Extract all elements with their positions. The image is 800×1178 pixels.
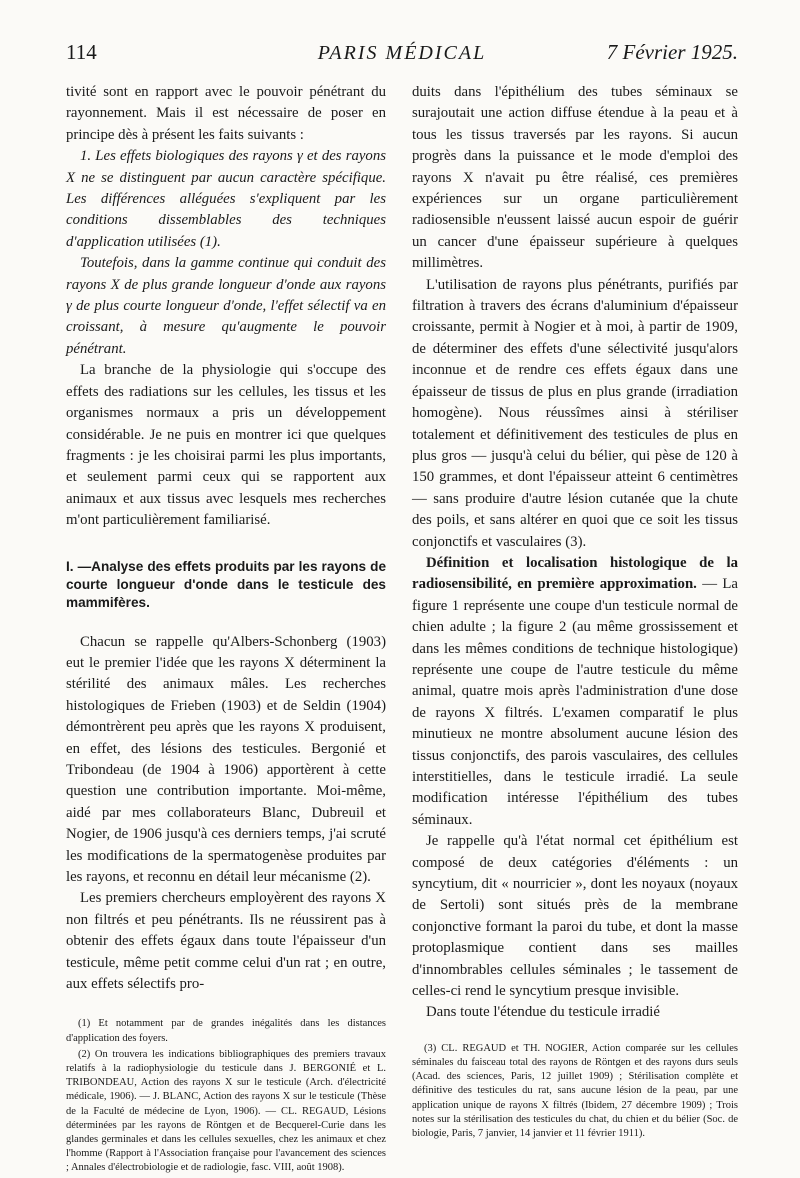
paragraph: duits dans l'épithélium des tubes séminaux se surajoutait une action diffuse étendue à la peau et à tous les tissus traversés par les rayons. Si aucun progrès dans la puissance et le mode d'emploi des rayons X n'avait pu être réalisé, ces premières expériences sur un organe particulièrement radiosensible n'eussent laissé aucun espoir de guérir un cancer d'une épaisseur supérieure à quelques millimètres. <box>412 84 738 272</box>
footnotes-left <box>66 1017 386 1175</box>
paragraph: tivité sont en rapport avec le pouvoir pénétrant du rayonnement. Mais il est nécessaire de poser en principe dès à présent les faits suivants : <box>66 84 386 143</box>
section-heading: I. —Analyse des effets produits par les rayons de courte longueur d'onde dans le testicule des mammifères. <box>66 558 386 610</box>
paragraph: Toutefois, dans la gamme continue qui conduit des rayons X de plus grande longueur d'onde aux rayons γ de plus courte longueur d'onde, l'effet sélectif va en croissant, à mesure qu'augmente le pouvoir pénétrant. <box>66 255 386 357</box>
numbered-statement: 1. Les effets biologiques des rayons γ et des rayons X ne se distinguent par aucun caractère spécifique. Les différences alléguées s'expliquent par les conditions dissemblables des techniques d'application utilisées (1). <box>66 148 386 250</box>
footnote: (1) Et notamment par de grandes inégalités dans les distances d'application des foyers. <box>66 1018 386 1044</box>
paragraph: L'utilisation de rayons plus pénétrants, purifiés par filtration à travers des écrans d'aluminium d'épaisseur croissante, permit à Nogier et à moi, à partir de 1909, de déterminer des effets d'une sélectivité jusqu'alors inconnue et de rendre ces effets égaux dans une épaisseur de tissus de plus en plus grande (irradiation homogène). Nous réussîmes ainsi à stériliser totalement et définitivement des testicules de plus en plus gros — jusqu'à celui du bélier, qui pèse de 120 à 150 grammes, et dont l'épaisseur atteint 6 centimètres — sans produire d'autre lésion cutanée que la chute des poils, et sans altérer en quoi que ce soit les tissus conjonctifs et vasculaires (3). <box>412 276 738 550</box>
footnote: (3) CL. REGAUD et TH. NOGIER, Action comparée sur les cellules séminales du faisceau total des rayons de Röntgen et des rayons durs seuls (Acad. des sciences, Paris, 12 juillet 1909) ; Stérilisation complète et définitive des testicules du rat, sans aucune lésion de la peau, par une application unique de rayons X filtrés (Ibidem, 27 décembre 1909) ; Trois notes sur la stérilisation des testicules du chat, du chien et du bélier (Soc. de biologie, Paris, 7 janvier, 14 janvier et 11 février 1911). <box>412 1042 738 1140</box>
paragraph: La branche de la physiologie qui s'occupe des effets des radiations sur les cellules, les tissus et les organismes normaux a pris un développement considérable. Je ne puis en montrer ici que quelques fragments : je les choisirai parmi les plus importants, et seulement parmi ceux qui se rapportent aux animaux et aux tissus avec lesquels mes recherches m'ont particulièrement familiarisé. <box>66 362 386 529</box>
page-header <box>66 40 738 76</box>
paragraph: Dans toute l'étendue du testicule irradié <box>426 1004 660 1021</box>
footnote: (2) On trouvera les indications bibliographiques des premiers travaux relatifs à la radiophysiologie du testicule dans J. BERGONIÉ et L. TRIBONDEAU, Action des rayons X sur le testicule (Arch. d'électricité médicale, 1906). — J. BLANC, Action des rayons X sur le testicule (Thèse de la Faculté de médecine de Lyon, 1906). — CL. REGAUD, Lésions déterminées par les rayons de Röntgen et de Becquerel-Curie dans les glandes germinales et dans les cellules sexuelles, chez les animaux et chez l'homme (Rapport à l'Association française pour l'avancement des sciences ; Annales d'électrobiologie et de radiologie, fasc. VIII, août 1908). <box>66 1048 386 1174</box>
paragraph: Les premiers chercheurs employèrent des rayons X non filtrés et peu pénétrants. Ils ne réussirent pas à obtenir des effets égaux dans toute l'épaisseur d'un testicule, même petit comme celui d'un rat ; en outre, aux effets sélectifs pro- <box>66 890 386 993</box>
paragraph: Chacun se rappelle qu'Albers-Schonberg (1903) eut le premier l'idée que les rayons X déterminent la stérilité des animaux mâles. Les recherches histologiques de Frieben (1903) et de Seldin (1904) démontrèrent peu après que les rayons X produisent, en effet, des lésions des testicules. Bergonié et Tribondeau (de 1904 à 1906) apportèrent à cette question une contribution importante. Moi-même, aidé par mes collaborateurs Blanc, Dubreuil et Nogier, de 1906 jusqu'à ces derniers temps, j'ai scruté les modifications de la spermatogenèse produites par les rayons, et reconnu en détail leur mécanisme (2). <box>66 633 386 885</box>
left-column <box>66 82 386 1178</box>
right-column <box>412 82 738 1143</box>
footnotes-right <box>412 1042 738 1141</box>
journal-title: PARIS MÉDICAL <box>317 42 487 64</box>
paragraph <box>412 553 738 831</box>
issue-date: 7 Février 1925. <box>606 40 738 64</box>
page-number: 114 <box>66 40 97 64</box>
paragraph-text: — La figure 1 représente une coupe d'un testicule normal de chien adulte ; la figure 2 (au même grossissement et dans les mêmes conditions de technique histologique) représente une coupe de l'autre testicule du même animal, quatre mois après l'administration d'une dose de rayons X filtrés. L'examen comparatif le plus minutieux ne montre absolument aucune lésion des tissus conjonctifs, des parois vasculaires, des cellules interstitielles, dans le testicule irradié. La seule modification intéresse l'épithélium des tubes séminaux. <box>412 576 738 828</box>
subsection-title: Définition et localisation histologique de la radiosensibilité, en première approximation. <box>412 554 738 593</box>
paragraph: Je rappelle qu'à l'état normal cet épithélium est composé de deux catégories d'éléments : un syncytium, dit « nourricier », dont les noyaux (noyaux de Sertoli) sont situés près de la membrane conjonctive formant la paroi du tube, et dont la masse protoplasmique contient dans ses mailles d'innombrables cellules séminales ; le tassement de celles-ci rend le syncytium presque invisible. <box>412 833 738 1000</box>
